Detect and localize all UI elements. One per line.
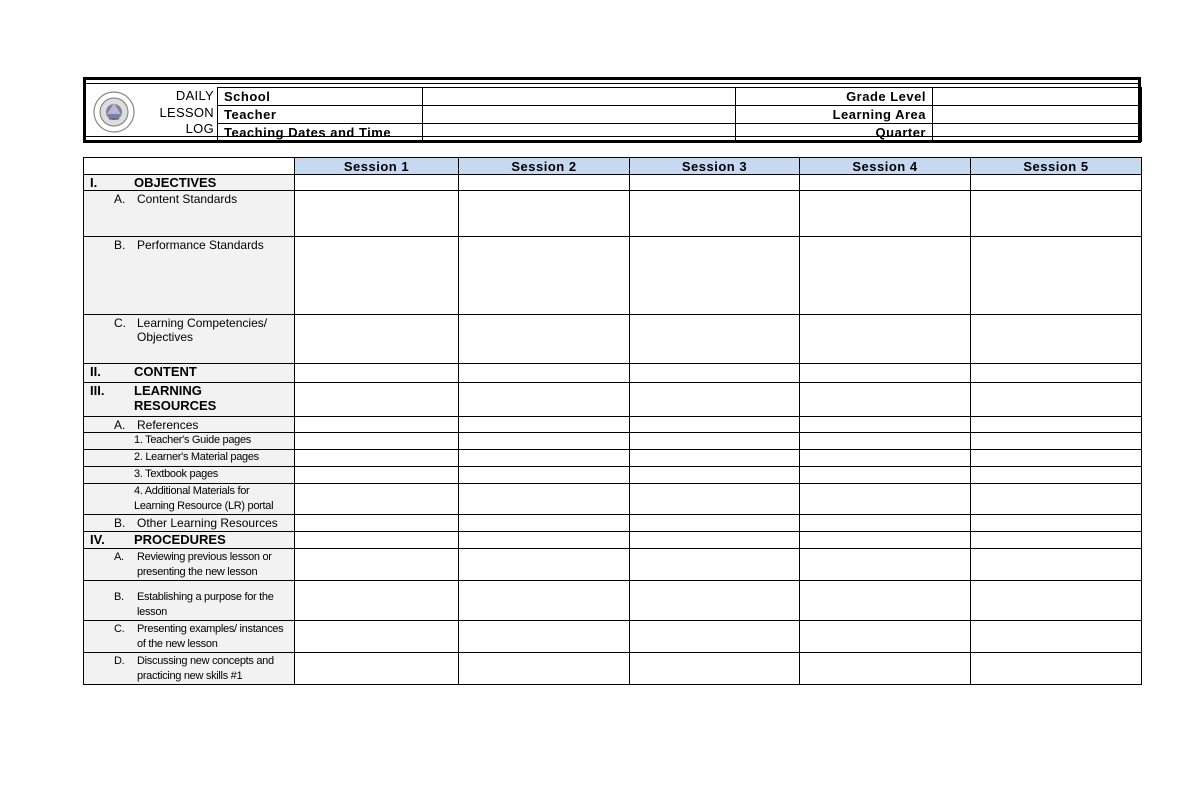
item-text-line: 4. Additional Materials for [134,485,250,497]
additional-materials-label [84,484,295,515]
row-procedure-b [84,581,1142,621]
row-learning-resources [84,383,1142,417]
session-cell[interactable] [630,450,800,467]
deped-seal-icon [92,90,136,134]
session-cell[interactable] [800,532,971,549]
session-cell[interactable] [459,581,630,621]
session-cell[interactable] [459,515,630,532]
session-cell[interactable] [295,467,459,484]
dll-title-line: LESSON [159,104,214,120]
session-cell[interactable] [630,581,800,621]
quarter-field[interactable] [933,124,1142,142]
session-cell[interactable] [295,515,459,532]
dll-title [138,88,214,138]
section-title: PROCEDURES [134,532,226,547]
performance-standards-label [84,237,295,315]
row-other-resources [84,515,1142,532]
item-letter: B. [114,516,126,530]
teaching-dates-field[interactable] [423,124,736,142]
session-cell[interactable] [800,383,971,417]
item-letter: B. [114,591,124,603]
session-cell[interactable] [630,383,800,417]
row-content [84,364,1142,383]
session-cell[interactable] [459,484,630,515]
row-competencies [84,315,1142,364]
item-text: Presenting examples/ instances [137,623,284,635]
dll-title-line: DAILY [175,88,214,103]
session-cell[interactable] [800,315,971,364]
textbook-label [84,467,295,484]
session-cell[interactable] [800,515,971,532]
item-letter: D. [114,655,125,667]
session-cell[interactable] [800,653,971,685]
item-text: Reviewing previous lesson or [137,551,272,563]
session-cell[interactable] [295,532,459,549]
item-text: 3. Textbook pages [134,468,218,480]
section-number: II. [90,364,101,379]
procedure-b-label [84,581,295,621]
session-cell[interactable] [295,450,459,467]
session-cell[interactable] [459,433,630,450]
item-text: Discussing new concepts and [137,655,274,667]
row-procedure-c [84,621,1142,653]
item-text: lesson [137,606,167,618]
section-title: CONTENT [134,364,197,379]
row-procedures [84,532,1142,549]
session-cell[interactable] [800,621,971,653]
session-cell[interactable] [630,532,800,549]
session-cell[interactable] [459,450,630,467]
item-text: Objectives [137,330,194,344]
sub-item [84,191,294,206]
sub-item [84,315,294,344]
procedures-label [84,532,295,549]
session-cell[interactable] [800,237,971,315]
session-cell[interactable] [630,467,800,484]
session-cell[interactable] [295,484,459,515]
row-additional-materials [84,484,1142,515]
session-cell[interactable] [971,467,1142,484]
session-cell[interactable] [459,653,630,685]
corner-cell [84,158,295,175]
quarter-label: Quarter [736,124,933,142]
session-5-header: Session 5 [971,158,1142,175]
session-cell[interactable] [630,549,800,581]
session-cell[interactable] [971,653,1142,685]
item-letter: A. [114,418,126,432]
session-cell[interactable] [459,191,630,237]
session-3-header: Session 3 [630,158,800,175]
sub-item [84,581,294,620]
session-cell[interactable] [630,364,800,383]
session-cell[interactable] [459,364,630,383]
header-inner-border [86,83,1138,140]
session-cell[interactable] [295,549,459,581]
learning-area-field[interactable] [933,106,1142,124]
session-cell[interactable] [971,383,1142,417]
school-field[interactable] [423,88,736,106]
school-label: School [218,88,423,106]
session-cell[interactable] [630,433,800,450]
header-row-teacher [218,106,1142,124]
grade-level-label: Grade Level [736,88,933,106]
objectives-label [84,175,295,191]
session-cell[interactable] [630,315,800,364]
row-performance-standards [84,237,1142,315]
procedure-c-label [84,621,295,653]
sub-item [84,515,294,530]
session-cell[interactable] [800,191,971,237]
item-text: Establishing a purpose for the [137,591,274,603]
sub-item [84,621,294,652]
session-cell[interactable] [295,364,459,383]
session-cell[interactable] [800,467,971,484]
session-cell[interactable] [459,467,630,484]
teacher-label: Teacher [218,106,423,124]
header-row-dates [218,124,1142,142]
session-cell[interactable] [971,364,1142,383]
session-cell[interactable] [459,417,630,433]
item-letter: B. [114,238,126,252]
row-teachers-guide [84,433,1142,450]
session-cell[interactable] [800,433,971,450]
sub-item [84,417,294,432]
session-cell[interactable] [630,484,800,515]
session-cell[interactable] [971,532,1142,549]
learning-resources-label [84,383,295,417]
sub-item [84,237,294,252]
item-letter: C. [114,623,125,635]
grade-level-field[interactable] [933,88,1142,106]
session-cell[interactable] [971,191,1142,237]
section-number: IV. [90,532,105,547]
lesson-plan-table [83,157,1142,685]
section-title-line: LEARNING [134,383,202,398]
section-title-line: RESOURCES [134,398,217,413]
session-cell[interactable] [295,237,459,315]
item-letter: A. [114,192,126,206]
header-fields-table [217,87,1142,142]
teachers-guide-label [84,433,295,450]
session-cell[interactable] [459,383,630,417]
session-cell[interactable] [630,191,800,237]
session-cell[interactable] [800,484,971,515]
sub-item [84,549,294,580]
session-cell[interactable] [630,237,800,315]
row-objectives [84,175,1142,191]
session-header-row [84,158,1142,175]
session-cell[interactable] [295,383,459,417]
content-standards-label [84,191,295,237]
session-cell[interactable] [630,621,800,653]
teaching-dates-label: Teaching Dates and Time [218,124,423,142]
learners-material-label [84,450,295,467]
item-text [84,484,294,514]
session-cell[interactable] [971,549,1142,581]
session-cell[interactable] [971,621,1142,653]
item-text: Learning Competencies/ [137,316,268,330]
session-cell[interactable] [800,581,971,621]
learning-area-label: Learning Area [736,106,933,124]
session-4-header: Session 4 [800,158,971,175]
session-cell[interactable] [295,581,459,621]
item-text: presenting the new lesson [137,566,258,578]
item-text: Performance Standards [137,238,264,252]
session-cell[interactable] [971,484,1142,515]
header-row-school [218,88,1142,106]
session-cell[interactable] [971,237,1142,315]
other-resources-label [84,515,295,532]
session-cell[interactable] [459,175,630,191]
dll-title-line: LOG [185,121,214,136]
item-text: Other Learning Resources [137,516,278,530]
session-cell[interactable] [459,621,630,653]
session-1-header: Session 1 [295,158,459,175]
section-number: I. [90,175,98,190]
session-cell[interactable] [800,549,971,581]
session-cell[interactable] [459,315,630,364]
session-cell[interactable] [295,621,459,653]
session-cell[interactable] [800,450,971,467]
dll-header [83,77,1141,143]
item-text: 1. Teacher's Guide pages [134,434,252,446]
session-cell[interactable] [800,364,971,383]
session-cell[interactable] [800,175,971,191]
session-cell[interactable] [630,515,800,532]
references-label [84,417,295,433]
item-text: 2. Learner's Material pages [134,451,259,463]
session-cell[interactable] [971,515,1142,532]
session-cell[interactable] [800,417,971,433]
item-text: practicing new skills #1 [137,670,243,682]
row-learners-material [84,450,1142,467]
session-cell[interactable] [630,175,800,191]
session-cell[interactable] [295,653,459,685]
session-cell[interactable] [971,581,1142,621]
session-cell[interactable] [630,417,800,433]
item-letter: A. [114,551,124,563]
session-cell[interactable] [459,532,630,549]
sub-item [84,653,294,684]
session-cell[interactable] [295,417,459,433]
procedure-a-label [84,549,295,581]
row-procedure-d [84,653,1142,685]
session-cell[interactable] [971,417,1142,433]
session-cell[interactable] [630,653,800,685]
session-cell[interactable] [295,175,459,191]
item-text-line: Learning Resource (LR) portal [134,500,274,512]
item-letter: C. [114,316,126,330]
row-content-standards [84,191,1142,237]
session-2-header: Session 2 [459,158,630,175]
session-cell[interactable] [295,433,459,450]
section-title [134,383,216,413]
session-cell[interactable] [971,175,1142,191]
teacher-field[interactable] [423,106,736,124]
section-number: III. [90,383,105,398]
session-cell[interactable] [459,237,630,315]
session-cell[interactable] [971,315,1142,364]
item-text: Content Standards [137,192,238,206]
competencies-label [84,315,295,364]
item-text: of the new lesson [137,638,218,650]
session-cell[interactable] [971,450,1142,467]
session-cell[interactable] [971,433,1142,450]
session-cell[interactable] [295,191,459,237]
item-text: References [137,418,199,432]
section-title: OBJECTIVES [134,175,217,190]
content-label [84,364,295,383]
row-textbook [84,467,1142,484]
row-procedure-a [84,549,1142,581]
session-cell[interactable] [459,549,630,581]
row-references [84,417,1142,433]
session-cell[interactable] [295,315,459,364]
procedure-d-label [84,653,295,685]
